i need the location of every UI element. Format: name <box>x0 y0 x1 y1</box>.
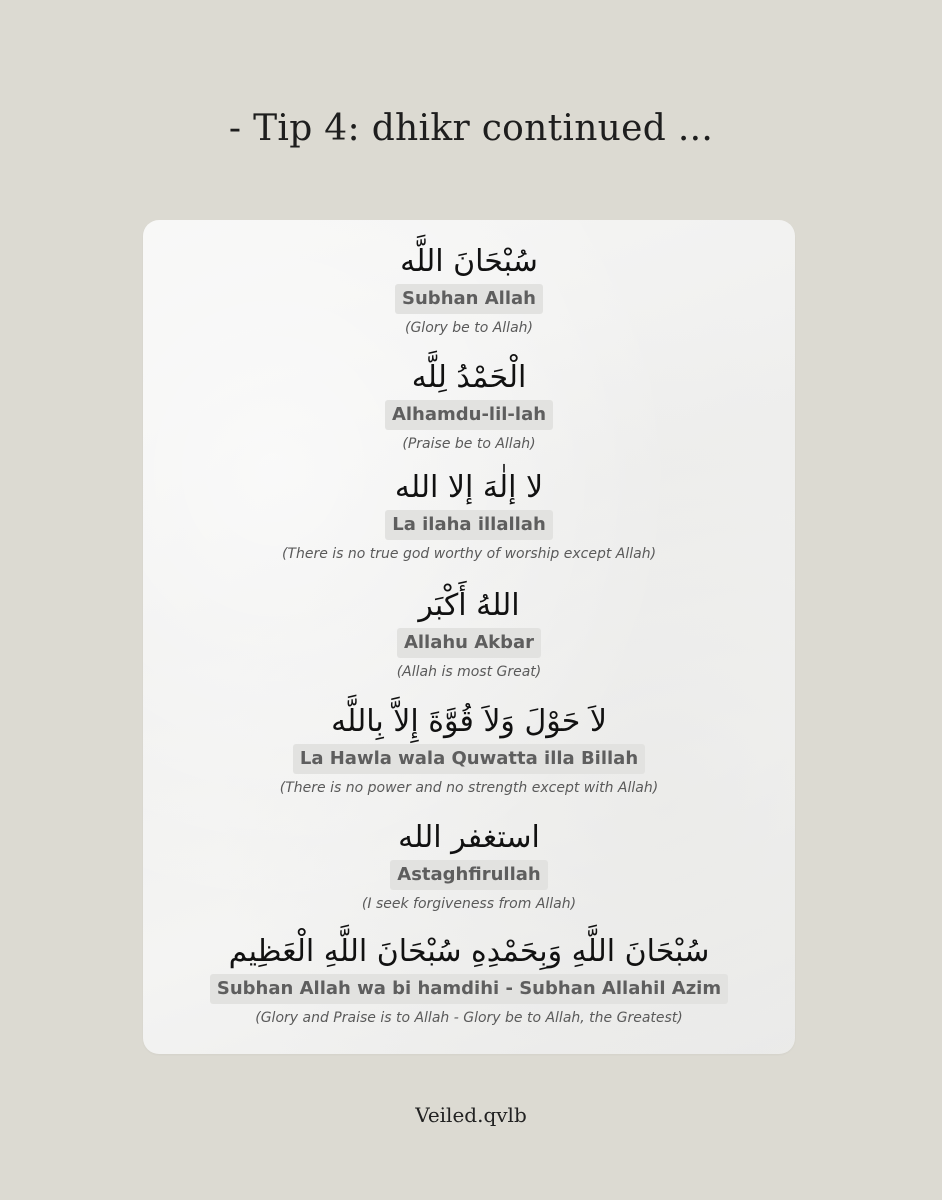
dhikr-card <box>143 220 795 1054</box>
dhikr-entry-subhan-allah-wa-bihamdihi <box>143 932 795 1028</box>
transliteration: Subhan Allah wa bi hamdihi - Subhan Allahil Azim <box>210 974 728 1004</box>
dhikr-entry-alhamdulillah <box>143 358 795 454</box>
dhikr-entry-astaghfirullah <box>143 818 795 914</box>
arabic-text: الْحَمْدُ لِلَّه <box>411 360 527 395</box>
arabic-text: لاَ حَوْلَ وَلاَ قُوَّةَ إِلاَّ بِاللَّه <box>331 704 607 739</box>
transliteration: Alhamdu-lil-lah <box>385 400 553 430</box>
meaning: (Praise be to Allah) <box>402 436 536 452</box>
transliteration: La ilaha illallah <box>385 510 553 540</box>
credit-handle: Veiled.qvlb <box>415 1103 527 1127</box>
page-title: - Tip 4: dhikr continued ... <box>228 108 714 149</box>
arabic-text: سُبْحَانَ اللَّه <box>400 244 538 279</box>
arabic-text: اللهُ أَكْبَر <box>418 588 520 623</box>
arabic-text: لا إلٰهَ إلا الله <box>394 470 544 505</box>
transliteration: Astaghfirullah <box>390 860 547 890</box>
meaning: (Glory be to Allah) <box>405 320 533 336</box>
transliteration: La Hawla wala Quwatta illa Billah <box>293 744 645 774</box>
meaning: (There is no power and no strength except with Allah) <box>279 780 659 796</box>
meaning: (Allah is most Great) <box>396 664 542 680</box>
dhikr-entry-allahu-akbar <box>143 586 795 682</box>
transliteration: Allahu Akbar <box>397 628 541 658</box>
meaning: (I seek forgiveness from Allah) <box>361 896 577 912</box>
dhikr-entry-la-ilaha-illallah <box>143 468 795 564</box>
meaning: (There is no true god worthy of worship except Allah) <box>281 546 657 562</box>
arabic-text: استغفر الله <box>398 820 540 855</box>
dhikr-entry-subhan-allah <box>143 242 795 338</box>
dhikr-entry-la-hawla <box>143 702 795 798</box>
transliteration: Subhan Allah <box>395 284 543 314</box>
meaning: (Glory and Praise is to Allah - Glory be to Allah, the Greatest) <box>255 1010 683 1026</box>
arabic-text: سُبْحَانَ اللَّهِ وَبِحَمْدِهِ سُبْحَانَ اللَّهِ الْعَظِيم <box>228 934 710 969</box>
